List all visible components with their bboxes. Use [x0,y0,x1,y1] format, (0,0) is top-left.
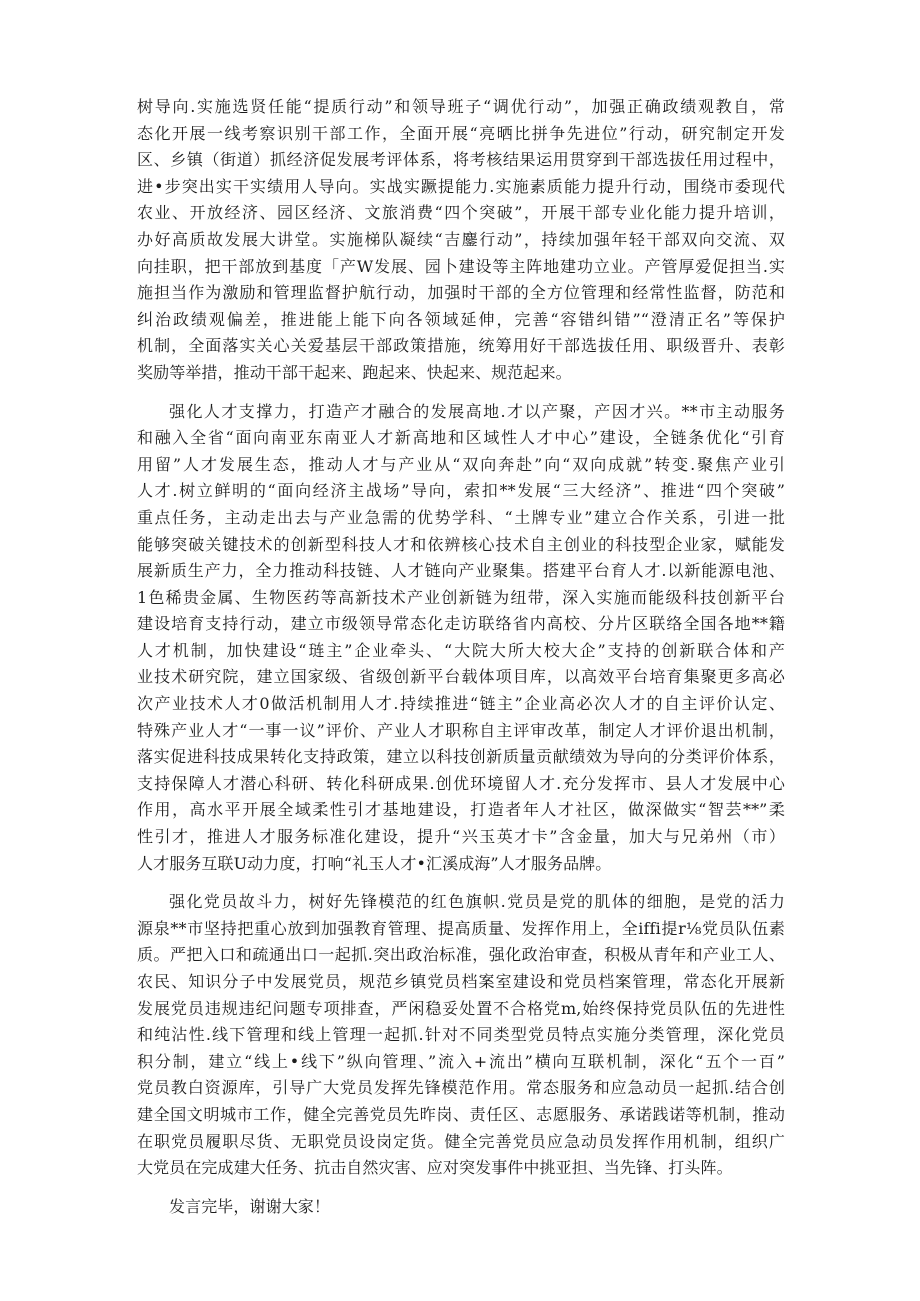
paragraph-closing [137,1194,785,1221]
text-line: 在职党员履职尽货、无职党员设岗定货。健全完善党员应急动员发挥作用机制，组织广 [137,1131,785,1151]
text-line: 农民、知识分子中发展党员，规范乡镇党员档案室建设和党员档案管理，常态化开展新 [137,972,785,991]
text-line: 办好高质故发展大讲堂。实施梯队凝续“吉鏖行动”，持续加强年轻干部双向交流、双 [137,229,785,249]
text-line: 建全国文明城市工作，健全完善党员先昨岗、责任区、志愿服务、承诺践诺等机制，推动 [137,1104,785,1124]
text-line: 进•步突出实干实绩用人导向。实战实蹶提能力.实施素质能力提升行动，围绕市委现代 [137,176,785,196]
text-line: 能够突破关键技术的创新型科技人才和依辨核心技术自主创业的科技型企业家，赋能发 [137,534,785,554]
text-line: 态化开展一线考察识别干部工作，全面开展“亮晒比拼争先进位”行动，研究制定开发 [137,123,785,143]
text-line: 发展党员违规违纪问题专项排查，严闲稳妥处置不合格党m,始终保持党员队伍的先进性 [137,998,785,1018]
text-line: 向挂职，把干部放到基度「产W发展、园卜建设等主阵地建功立业。产管厚爱促担当.实 [137,256,785,276]
text-line: 落实促进科技成果转化支持政策，建立以科技创新质量贡献绩效为导向的分类评价体系， [137,747,785,767]
paragraph-cadre-guidance [137,94,785,387]
text-line: 支持保障人才潜心科研、转化科研成果.创优环境留人才.充分发挥市、县人才发展中心 [137,773,785,793]
text-line: 大党员在完成建大任务、抗击自然灾害、应对突发事件中挑亚担、当先锋、打头阵。 [137,1158,733,1178]
text-line: 纠治政绩观偏差，推进能上能下向各领域延伸，完善“容错纠错”“澄清正名”等保护 [137,309,785,329]
text-line: 1色稀贵金属、生物医药等高新技术产业创新链为纽带，深入实施而能级科技创新平台 [137,587,785,607]
text-line: 人才机制，加快建设“琏主”企业牵头、“大院大所大校大企”支持的创新联合体和产 [137,640,785,660]
text-line: 区、乡镇（街道）抓经济促发展考评体系，将考核结果运用贯穿到干部选拔任用过程中， [137,150,785,170]
document-body [137,94,785,1232]
text-line: 施担当作为激励和管理监督护航行动，加强时干部的全方位管理和经常性监督，防范和 [137,283,785,303]
paragraph-talent-support [137,399,785,878]
text-line: 重点任务，主动走出去与产业急需的优势学科、“土牌专业”建立合作关系，引进一批 [137,507,785,527]
text-line: 奖励等举措，推动干部干起来、跑起来、快起来、规范起来。 [137,362,572,382]
text-line: 性引才，推进人才服务标准化建设，提升“兴玉英才卡”含金量，加大与兄弟州（市） [137,827,785,847]
text-line: 业技术研究院，建立国家级、省级创新平台载体项目库，以高效平台培育集聚更多高必 [137,667,785,687]
text-line: 和纯沾性.线下管理和线上管理一起抓.针对不同类型党员特点实施分类管理，深化党员 [137,1025,785,1045]
text-line: 强化人才支撑力，打造产才融合的发展高地.才以产聚，产因才兴。**市主动服务 [169,401,785,421]
text-line: 展新质生产力，全力推动科技链、人才链向产业聚集。搭建平台育人才.以新能源电池、 [137,561,785,581]
text-line: 树导向.实施选贤任能“提质行动”和领导班子“调优行动”，加强正确政绩观教自，常 [137,97,785,116]
text-line: 强化党员故斗力，树好先锋模范的红色旗帜.党员是党的肌体的细胞，是党的活力 [169,892,785,912]
text-line: 农业、开放经济、园区经济、文旅消费“四个突破”，开展干部专业化能力提升培训， [137,203,785,223]
text-line: 用留”人才发展生态，推动人才与产业从“双向奔赴”向“双向成就”转变.聚焦产业引 [137,454,785,474]
text-line: 和融入全省“面向南亚东南亚人才新高地和区域性人才中心”建设，全链条优化“引育 [137,428,785,448]
text-line: 积分制，建立“线上•线下”纵向管理、”流入+流出”横向互联机制，深化“五个一百” [137,1051,785,1071]
text-line: 源泉**市坚持把重心放到加强教育管理、提高质量、发挥作用上，全iffi提r⅛党员队伍素 [137,918,785,938]
paragraph-party-members [137,889,785,1182]
text-line: 机制，全面落实关心关爱基层干部政策措施，统筹用好干部选拔任用、职级晋升、表彰 [137,336,785,356]
text-line: 特殊产业人才“一事一议”评价、产业人才职称自主评审改革，制定人才评价退出机制， [137,720,785,740]
text-line: 质。严把入口和疏通出口一起抓.突出政治标准，强化政治审查，积极从青年和产业工人、 [137,945,785,965]
text-line: 建设培育支持行动，建立市级领导常态化走访联络省内高校、分片区联络全国各地**籍 [137,614,785,634]
text-line: 次产业技术人才0做活机制用人才.持续推进“链主”企业高必次人才的自主评价认定、 [137,694,785,714]
text-line: 人才.树立鲜明的“面向经济主战场”导向，索扣**发展“三大经济”、推进“四个突破” [137,481,785,501]
closing-line: 发言完毕，谢谢大家！ [169,1196,331,1216]
text-line: 作用，高水平开展全域柔性引才基地建设，打造者年人才社区，做深做实“智芸**”柔 [137,800,785,820]
text-line: 党员教白资源库，引导广大党员发挥先锋模范作用。常态服务和应急动员一起抓.结合创 [137,1078,785,1098]
text-line: 人才服务互联U动力度，打响“礼玉人才•汇溪成海”人才服务品牌。 [137,853,612,873]
